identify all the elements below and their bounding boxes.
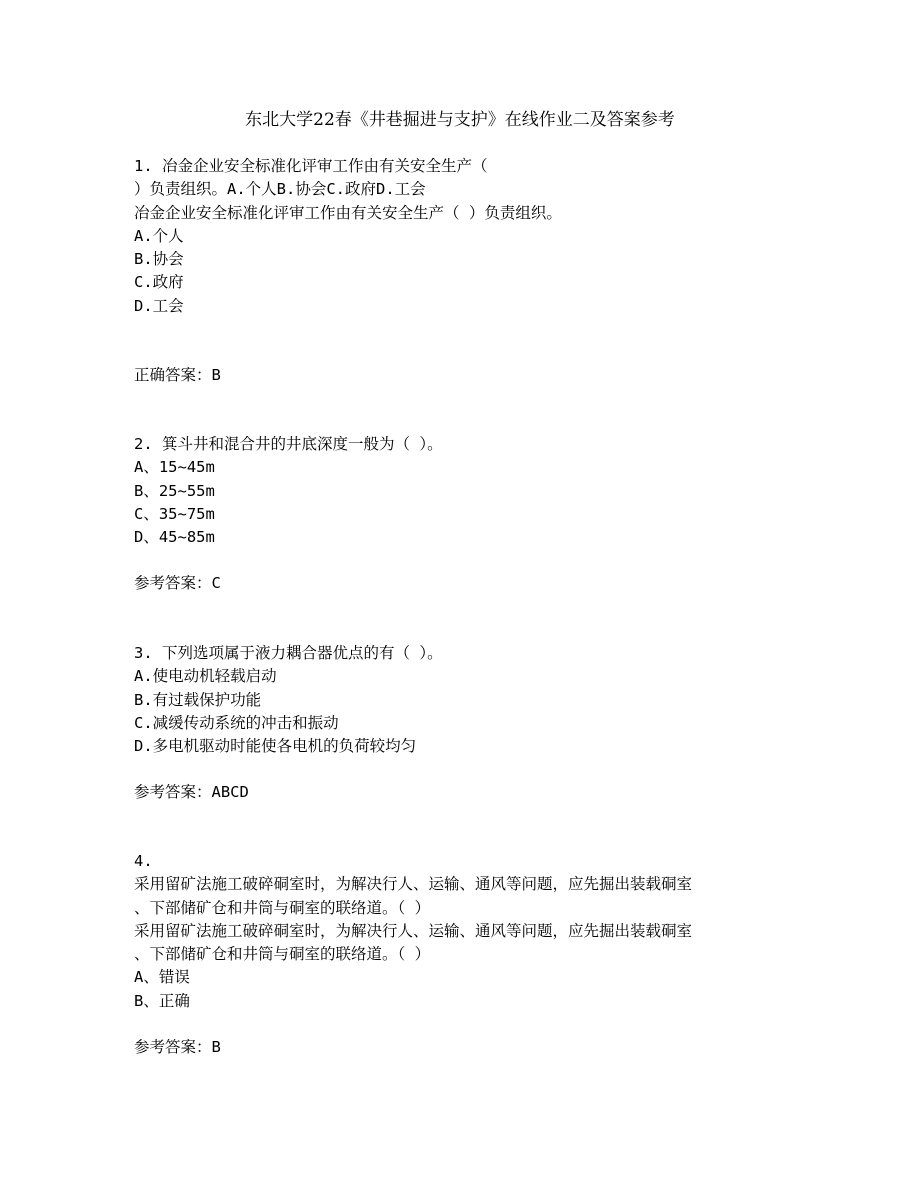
question-block-1 [134,155,814,387]
question-4-line-1: 4. [134,852,153,870]
question-1-answer: 正确答案：B [134,366,221,385]
question-4-line-3: 、下部储矿仓和井筒与硐室的联络道。（ ） [134,898,431,917]
question-1-option-a: A.个人 [134,226,184,245]
question-4-line-5: 、下部储矿仓和井筒与硐室的联络道。（ ） [134,945,431,964]
question-3-option-b: B.有过载保护功能 [134,690,262,709]
question-3-option-d: D.多电机驱动时能使各电机的负荷较均匀 [134,737,417,756]
question-4-answer: 参考答案：B [134,1038,221,1057]
page-title: 东北大学22春《井巷掘进与支护》在线作业二及答案参考 [245,110,675,130]
question-3-answer: 参考答案：ABCD [134,783,249,802]
question-4-option-b: B、正确 [134,991,190,1010]
question-1-option-d: D.工会 [134,296,184,315]
question-1-line-3: 冶金企业安全标准化评审工作由有关安全生产（ ）负责组织。 [134,203,562,222]
question-1-line-2: ）负责组织。A.个人B.协会C.政府D.工会 [134,180,426,199]
question-1-line-1: 1. 冶金企业安全标准化评审工作由有关安全生产（ [134,157,488,175]
question-4-line-4: 采用留矿法施工破碎硐室时，为解决行人、运输、通风等问题，应先掘出装载硐室 [134,921,693,940]
question-block-2 [134,433,814,596]
question-3-line-1: 3. 下列选项属于液力耦合器优点的有（ ）。 [134,644,443,662]
question-2-option-a: A、15~45m [134,458,215,477]
question-2-answer: 参考答案：C [134,574,221,593]
question-4-option-a: A、错误 [134,968,190,987]
question-block-4 [134,850,814,1059]
question-3-option-c: C.减缓传动系统的冲击和振动 [134,713,339,732]
question-2-option-d: D、45~85m [134,528,215,547]
question-2-option-b: B、25~55m [134,481,215,500]
question-3-option-a: A.使电动机轻载启动 [134,667,277,686]
question-2-option-c: C、35~75m [134,504,215,523]
question-2-line-1: 2. 箕斗井和混合井的井底深度一般为（ ）。 [134,435,443,453]
question-4-line-2: 采用留矿法施工破碎硐室时，为解决行人、运输、通风等问题，应先掘出装载硐室 [134,875,693,894]
question-1-option-c: C.政府 [134,273,184,292]
question-1-option-b: B.协会 [134,250,184,269]
question-block-3 [134,642,814,805]
